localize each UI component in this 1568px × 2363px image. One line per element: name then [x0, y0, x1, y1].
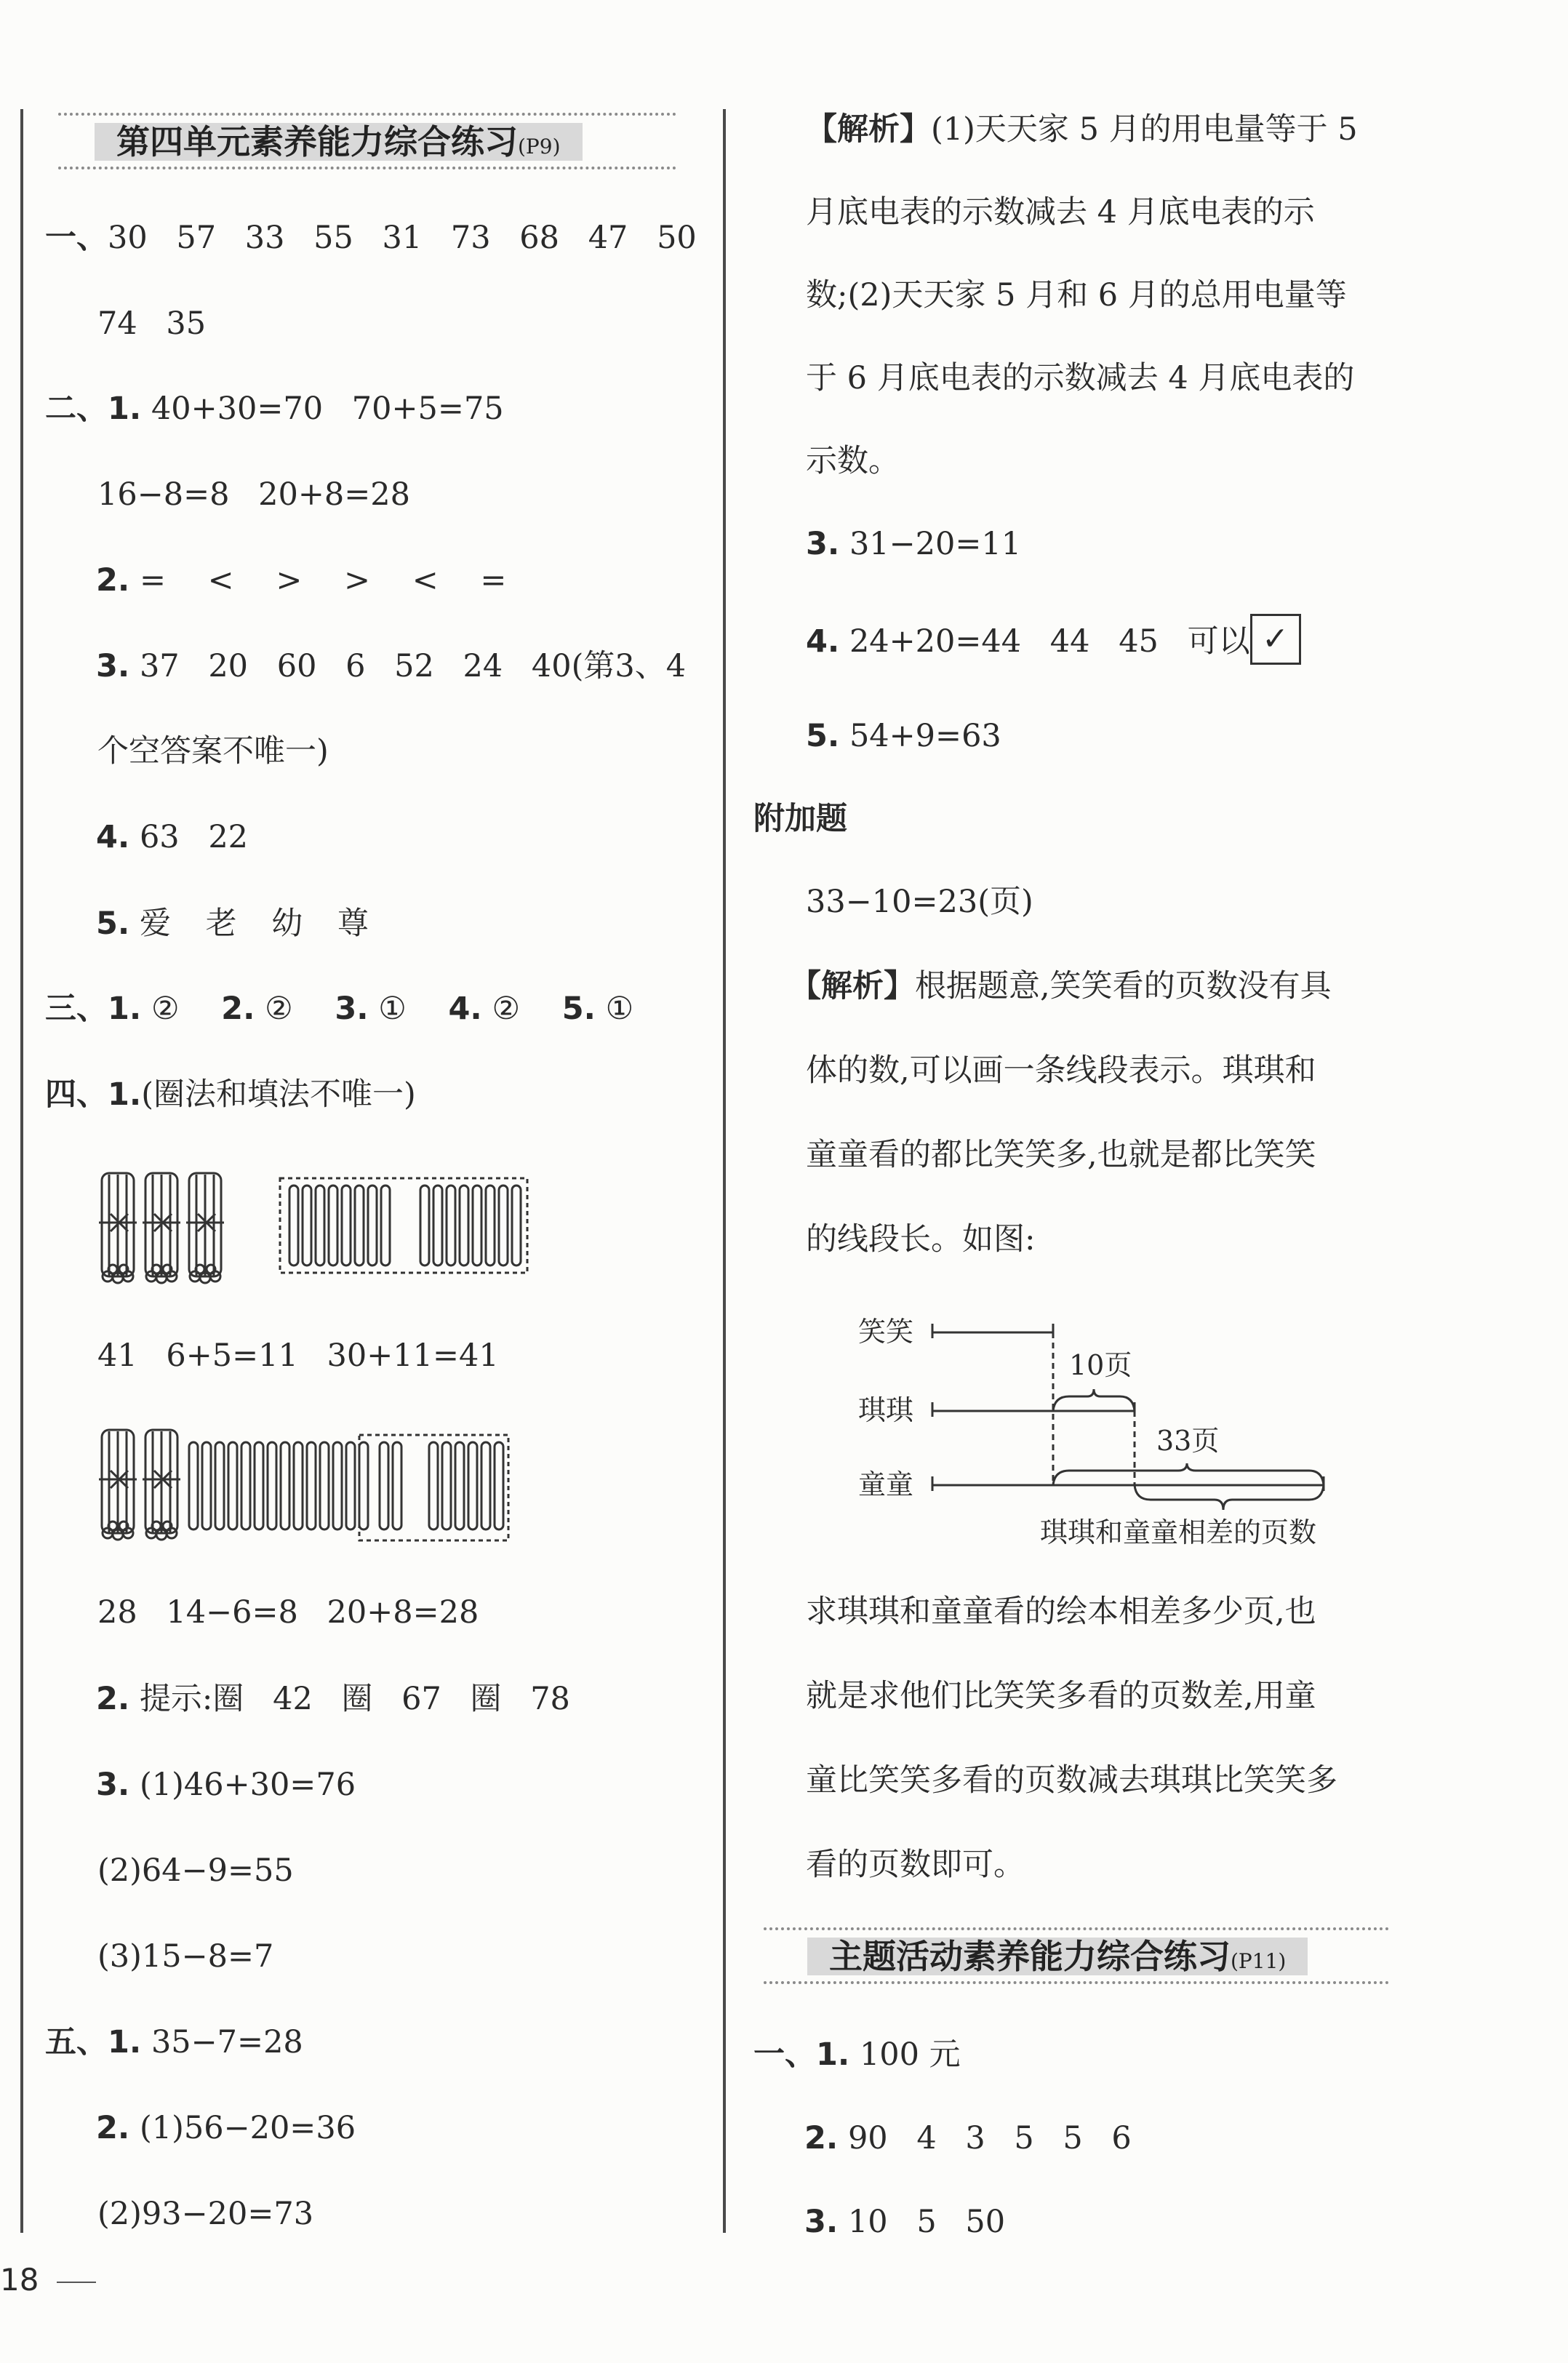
s3-q1-answer: ②: [151, 991, 180, 1027]
theme-q1: [753, 2033, 961, 2076]
stick-bundle: [143, 1173, 180, 1283]
sticks-figure-1: [95, 1167, 538, 1291]
s2-label: 二、: [45, 391, 108, 427]
q4: [806, 618, 1301, 669]
analysis2-line4: 的线段长。如图:: [806, 1221, 1036, 1258]
stick-bundle: [99, 1173, 137, 1283]
analysis2-line2: 体的数,可以画一条线段表示。琪琪和: [806, 1052, 1316, 1089]
q4-checkbox: [1250, 614, 1301, 665]
theme-s1-label: 一、: [753, 2036, 816, 2073]
s2-q3-answer: 37 20 60 6 52 24 40(第3、4: [139, 648, 687, 684]
analysis3-line2: 就是求他们比笑笑多看的页数差,用童: [806, 1678, 1316, 1714]
s3-q4-answer: ②: [492, 991, 521, 1027]
s3-label: 三、: [45, 991, 108, 1027]
analysis2-line3: 童童看的都比笑笑多,也就是都比笑笑: [806, 1137, 1316, 1173]
s1-answers: 30 57 33 55 31 73 68 47 50: [108, 220, 697, 256]
column-divider: [723, 109, 726, 2233]
s3-line: [45, 987, 633, 1031]
analysis-tag-2: 【解析】: [790, 968, 915, 1004]
s4-q2: [96, 1677, 570, 1721]
s1-line2: 74 35: [97, 305, 207, 342]
s2-q4-num: 4.: [96, 819, 130, 855]
s5-q2-num: 2.: [96, 2110, 130, 2146]
analysis-tag: 【解析】: [806, 111, 931, 148]
s2-q4-answer: 63 22: [139, 819, 249, 855]
analysis3-line4: 看的页数即可。: [806, 1847, 1025, 1883]
s4-q3-a: [96, 1763, 356, 1807]
dashed-circle-box: [359, 1435, 508, 1540]
brace-label-33: 33页: [1156, 1425, 1220, 1457]
check-icon: ✓: [1262, 620, 1289, 657]
section-title-theme: [764, 1927, 1389, 1984]
q4-answer: 24+20=44 44 45 可以: [849, 623, 1250, 660]
analysis2-text1: 根据题意,笑笑看的页数没有具: [915, 968, 1332, 1004]
s3-q4-num: 4.: [448, 991, 482, 1027]
s4-q3-c: (3)15−8=7: [97, 1938, 274, 1975]
s4-eq1: 41 6+5=11 30+11=41: [97, 1338, 499, 1374]
extra-title: 附加题: [753, 801, 847, 837]
label-tong: 童童: [858, 1468, 914, 1500]
page-number-text: 18: [0, 2262, 39, 2298]
analysis1-line4: 于 6 月底电表的示数减去 4 月底电表的: [806, 360, 1355, 396]
loose-sticks: [289, 1186, 521, 1266]
s4-q3-num: 3.: [96, 1767, 130, 1803]
s5-label: 五、: [45, 2024, 108, 2060]
diagram-caption: 琪琪和童童相差的页数: [1040, 1516, 1317, 1548]
q3: [806, 522, 1021, 566]
analysis3-line1: 求琪琪和童童看的绘本相差多少页,也: [806, 1594, 1316, 1630]
s4-label: 四、: [45, 1076, 108, 1113]
q3-num: 3.: [806, 526, 840, 562]
loose-sticks: [189, 1442, 503, 1530]
theme-q1-answer: 100 元: [859, 2036, 961, 2073]
stick-bundle: [143, 1430, 180, 1540]
analysis1-text1: (1)天天家 5 月的用电量等于 5: [931, 111, 1358, 148]
s4-q3-b: (2)64−9=55: [97, 1852, 294, 1889]
s3-q2-answer: ②: [265, 991, 293, 1027]
theme-q2: [804, 2116, 1132, 2160]
sticks-figure-2: [95, 1424, 516, 1548]
s2-q1-answer1: 40+30=70 70+5=75: [151, 391, 504, 427]
segment-diagram: [851, 1295, 1360, 1556]
s2-q4: [96, 815, 248, 859]
q3-answer: 31−20=11: [849, 526, 1022, 562]
s5-q1-answer: 35−7=28: [151, 2024, 303, 2060]
s2-q5-num: 5.: [96, 905, 130, 942]
s4-q1-note: (圈法和填法不唯一): [141, 1076, 416, 1113]
s2-q1-num: 1.: [108, 391, 142, 427]
s3-q3-num: 3.: [335, 991, 369, 1027]
q4-num: 4.: [806, 623, 840, 660]
brace-label-10: 10页: [1069, 1349, 1132, 1381]
page-number: [0, 2258, 39, 2302]
q5-num: 5.: [806, 718, 840, 754]
s2-q3-num: 3.: [96, 648, 130, 684]
analysis1-line5: 示数。: [806, 443, 900, 479]
brace-10: [1053, 1389, 1135, 1411]
label-xiao: 笑笑: [858, 1316, 914, 1348]
s2-q2: [96, 559, 506, 602]
s4-q1-num: 1.: [108, 1076, 142, 1113]
theme-q2-answer: 90 4 3 5 5 6: [847, 2120, 1132, 2156]
s1-line1: [45, 216, 697, 260]
q5-answer: 54+9=63: [849, 718, 1001, 754]
s3-q5-num: 5.: [561, 991, 596, 1027]
s5-q1: [45, 2020, 303, 2064]
section-title-unit4: [58, 113, 676, 169]
s2-q3-line1: [96, 644, 686, 688]
s2-q2-num: 2.: [96, 562, 130, 599]
stick-bundle: [186, 1173, 224, 1283]
analysis3-line3: 童比笑笑多看的页数减去琪琪比笑笑多: [806, 1762, 1337, 1799]
s5-q2-a: [96, 2106, 356, 2150]
s2-q1-line1: [45, 387, 504, 431]
theme-q2-num: 2.: [804, 2120, 839, 2156]
label-qi: 琪琪: [858, 1394, 914, 1426]
section-title2-page: (P11): [1231, 1949, 1287, 1973]
theme-q3-answer: 10 5 50: [847, 2204, 1006, 2240]
s2-q3-line2: 个空答案不唯一): [97, 733, 329, 769]
s1-label: 一、: [45, 220, 108, 256]
brace-diff: [1135, 1485, 1324, 1510]
s5-q2-b: (2)93−20=73: [97, 2196, 314, 2232]
s4-q2-num: 2.: [96, 1681, 130, 1717]
s2-q5: [96, 902, 369, 945]
s4-q1-header: [45, 1073, 416, 1116]
s3-q1-num: 1.: [108, 991, 142, 1027]
s4-q2-answer: 提示:圈 42 圈 67 圈 78: [139, 1681, 570, 1717]
analysis1-line1: [806, 108, 1358, 151]
s2-q1-line2: 16−8=8 20+8=28: [97, 476, 411, 513]
page-number-rule: [57, 2282, 96, 2283]
section-title2-text: 主题活动素养能力综合练习: [829, 1937, 1231, 1976]
section-title-text: 第四单元素养能力综合练习: [116, 122, 518, 161]
analysis1-line2: 月底电表的示数减去 4 月底电表的示: [806, 194, 1315, 231]
extra-eq: 33−10=23(页): [806, 884, 1033, 920]
left-margin-line: [20, 109, 23, 2233]
analysis1-line3: 数;(2)天天家 5 月和 6 月的总用电量等: [806, 277, 1347, 313]
stick-bundle: [99, 1430, 137, 1540]
theme-q3-num: 3.: [804, 2204, 839, 2240]
section-title-page: (P9): [518, 135, 561, 159]
analysis2-line1: [790, 964, 1332, 1008]
s5-q1-num: 1.: [108, 2024, 142, 2060]
s5-q2-answer-a: (1)56−20=36: [139, 2110, 356, 2146]
s4-q3-answer-a: (1)46+30=76: [139, 1767, 356, 1803]
theme-q1-num: 1.: [816, 2036, 850, 2073]
s4-eq2: 28 14−6=8 20+8=28: [97, 1594, 479, 1631]
s3-q5-answer: ①: [605, 991, 634, 1027]
s3-q2-num: 2.: [221, 991, 255, 1027]
s2-q2-answer: = < > > < =: [139, 562, 507, 599]
theme-q3: [804, 2200, 1005, 2244]
dashed-circle-box: [280, 1178, 527, 1273]
brace-33: [1053, 1463, 1324, 1485]
q5: [806, 714, 1001, 758]
s2-q5-answer: 爱 老 幼 尊: [139, 905, 369, 942]
s3-q3-answer: ①: [378, 991, 407, 1027]
